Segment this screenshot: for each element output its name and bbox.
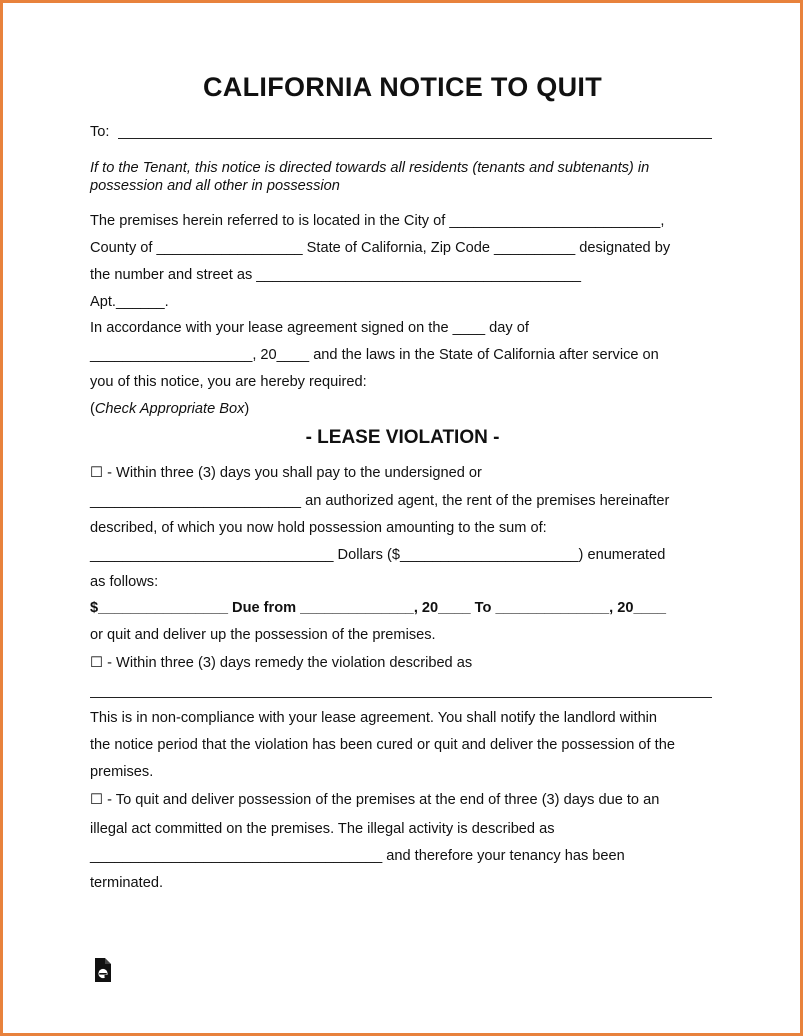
due-to-year-blank[interactable]: ____ <box>633 600 666 616</box>
option-remedy-checkbox-line[interactable]: ☐ - Within three (3) days remedy the violation described as <box>90 655 473 671</box>
due-to-year-prefix: , 20 <box>609 600 634 616</box>
premises-line-1: The premises herein referred to is located in the City of __________________________, <box>90 213 665 229</box>
due-amount-blank[interactable]: ________________ <box>98 600 228 616</box>
noncompliance-line-1: This is in non-compliance with your lease agreement. You shall notify the landlord within <box>90 710 658 726</box>
premises-line-2: County of __________________ State of California, Zip Code __________ designated by <box>90 240 671 256</box>
notice-italic-line-1: If to the Tenant, this notice is directed towards all residents (tenants and subtenants) in <box>90 160 650 176</box>
due-to-label: To <box>470 600 496 616</box>
option-pay-line-3: described, of which you now hold possession amounting to the sum of: <box>90 520 547 536</box>
to-label: To: <box>90 124 110 140</box>
document-title: CALIFORNIA NOTICE TO QUIT <box>203 72 602 102</box>
check-box-note-text: Check Appropriate Box <box>94 401 245 417</box>
due-from-year-prefix: , 20 <box>413 600 439 616</box>
option-pay-line-5: as follows: <box>90 574 159 590</box>
premises-line-6: ____________________, 20____ and the laws in the State of California after service on <box>90 347 659 363</box>
option-illegal-line-3: ____________________________________ and therefore your tenancy has been <box>90 848 625 864</box>
due-from-line <box>90 599 666 617</box>
noncompliance-line-2: the notice period that the violation has been cured or quit and deliver the possession of the <box>90 737 675 753</box>
due-from-year-blank[interactable]: ____ <box>438 600 471 616</box>
option-illegal-checkbox-line[interactable]: ☐ - To quit and deliver possession of the premises at the end of three (3) days due to an <box>90 792 660 808</box>
premises-line-7: you of this notice, you are hereby required: <box>90 374 367 390</box>
due-to-date-blank[interactable]: ______________ <box>495 600 610 616</box>
premises-line-3: the number and street as ________________________________________ <box>90 267 581 283</box>
option-pay-checkbox-line[interactable]: ☐ - Within three (3) days you shall pay to the undersigned or <box>90 465 482 481</box>
to-field-line[interactable] <box>118 138 712 139</box>
check-box-note-close: ) <box>244 401 250 417</box>
option-pay-line-2: __________________________ an authorized agent, the rent of the premises hereinafter <box>90 493 670 509</box>
due-dollar-sign: $ <box>90 600 99 616</box>
premises-line-5: In accordance with your lease agreement signed on the ____ day of <box>90 320 529 336</box>
check-box-note-open: ( <box>90 401 95 417</box>
section-heading-lease-violation: - LEASE VIOLATION - <box>305 427 500 448</box>
premises-line-4: Apt.______. <box>90 294 169 310</box>
noncompliance-line-3: premises. <box>90 764 154 780</box>
eforms-logo-icon <box>93 957 113 983</box>
due-from-date-blank[interactable]: ______________ <box>300 600 414 616</box>
notice-italic-line-2: possession and all other in possession <box>90 178 340 194</box>
due-from-label: Due from <box>228 600 301 616</box>
check-box-note <box>90 400 249 418</box>
option-illegal-line-4: terminated. <box>90 875 164 891</box>
quit-line: or quit and deliver up the possession of the premises. <box>90 627 436 643</box>
option-illegal-line-2: illegal act committed on the premises. The illegal activity is described as <box>90 821 555 837</box>
remedy-description-line[interactable] <box>90 697 712 698</box>
option-pay-line-4: ______________________________ Dollars ($______________________) enumerated <box>90 547 666 563</box>
